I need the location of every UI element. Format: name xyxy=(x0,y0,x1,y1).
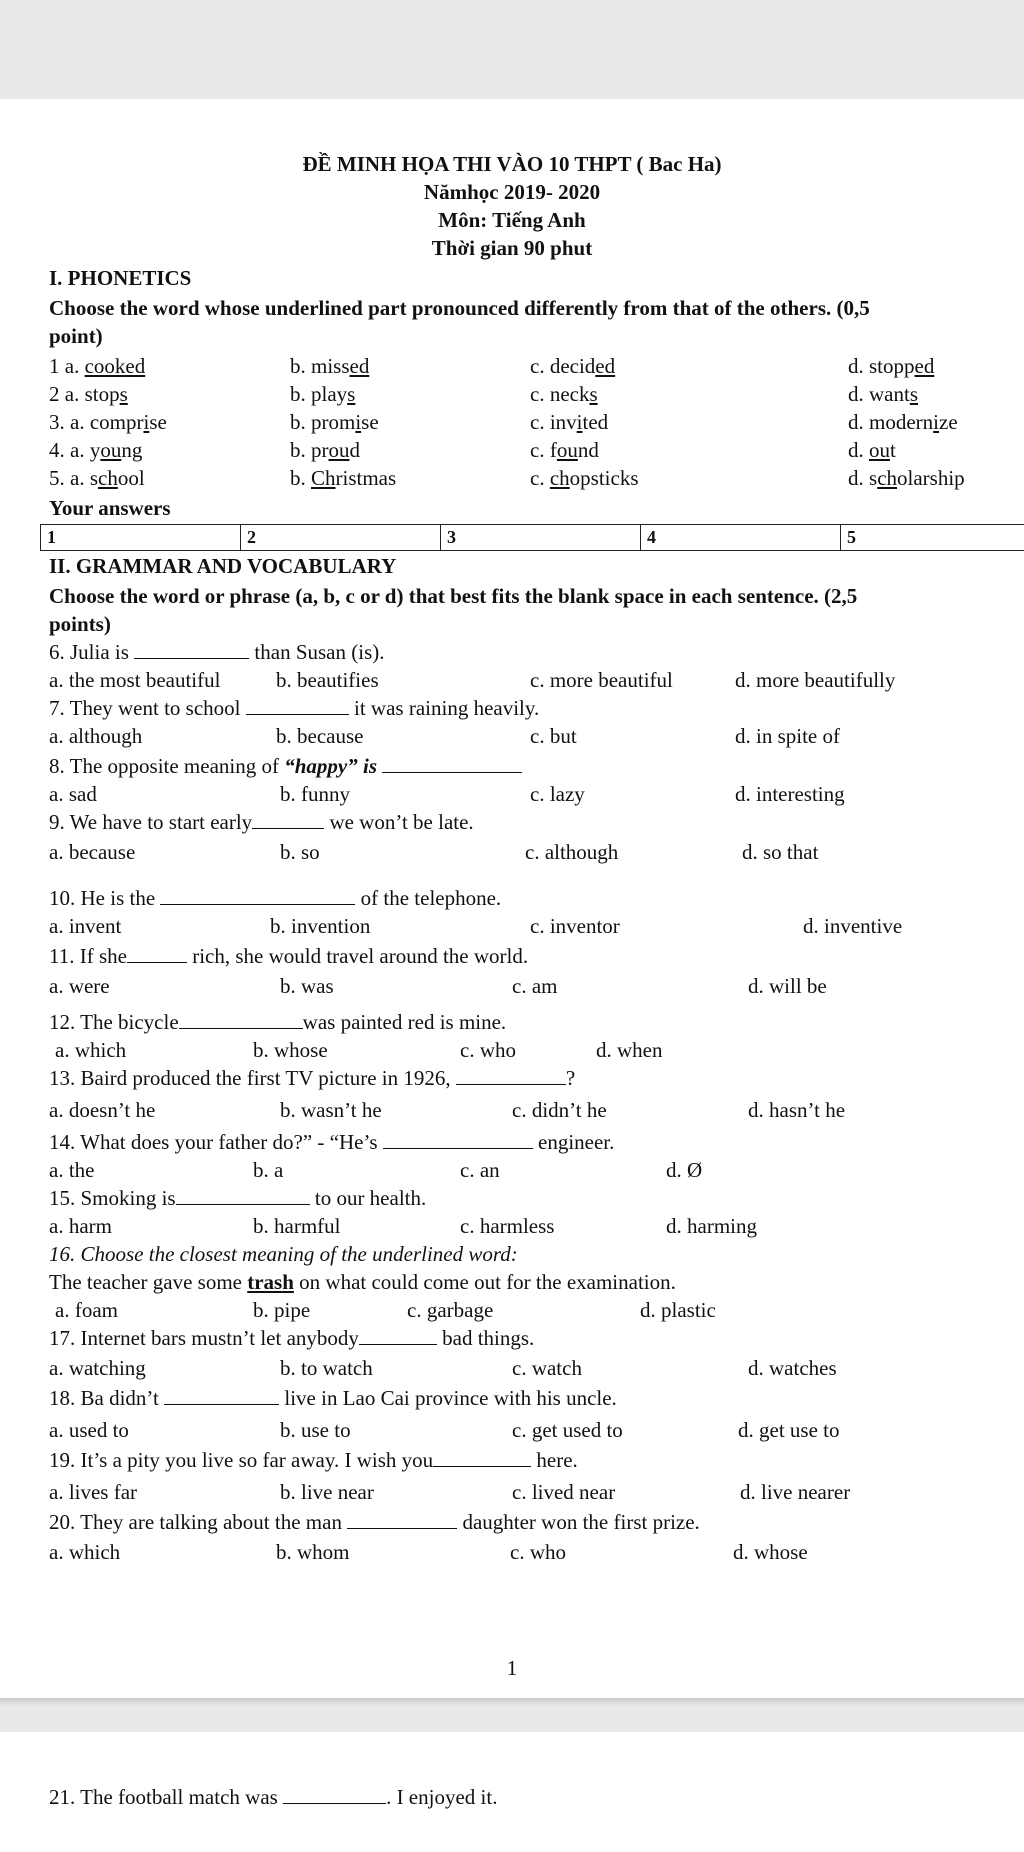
q20-option-c: c. who xyxy=(510,1540,566,1564)
q7-option-b: b. because xyxy=(276,724,364,748)
q18-option-c: c. get used to xyxy=(512,1418,623,1442)
q19-option-c: c. lived near xyxy=(512,1480,616,1504)
q9-option-c: c. although xyxy=(525,840,619,864)
q16-option-b: b. pipe xyxy=(253,1298,311,1322)
page-number: 1 xyxy=(506,1656,518,1680)
grammar-instruction-cont: points) xyxy=(49,612,111,636)
q4-option-a: 4. a. young xyxy=(49,438,143,462)
q15-option-b: b. harmful xyxy=(253,1214,341,1238)
q4-option-c: c. found xyxy=(530,438,599,462)
q7-option-d: d. in spite of xyxy=(735,724,840,748)
q12-option-b: b. whose xyxy=(253,1038,328,1062)
q17-option-d: d. watches xyxy=(748,1356,837,1380)
q12-stem: 12. The bicycle was painted red is mine. xyxy=(49,1010,507,1034)
q14-option-c: c. an xyxy=(460,1158,500,1182)
q7-stem: 7. They went to school it was raining heavily. xyxy=(49,696,540,720)
q16-option-a: a. foam xyxy=(55,1298,118,1322)
q17-option-a: a. watching xyxy=(49,1356,146,1380)
q10-option-d: d. inventive xyxy=(803,914,903,938)
q15-option-d: d. harming xyxy=(666,1214,757,1238)
q9-option-a: a. because xyxy=(49,840,136,864)
q17-option-b: b. to watch xyxy=(280,1356,373,1380)
document-page-1 xyxy=(0,99,1024,1705)
q9-stem: 9. We have to start early we won’t be late. xyxy=(49,810,474,834)
q13-option-d: d. hasn’t he xyxy=(748,1098,846,1122)
q12-option-d: d. when xyxy=(596,1038,663,1062)
q10-option-c: c. inventor xyxy=(530,914,620,938)
q11-option-a: a. were xyxy=(49,974,110,998)
q9-option-d: d. so that xyxy=(742,840,819,864)
document-page-2 xyxy=(0,1732,1024,1852)
q8-stem: 8. The opposite meaning of “happy” is xyxy=(49,754,522,778)
q17-stem: 17. Internet bars mustn’t let anybody bad things. xyxy=(49,1326,535,1350)
answer-cell-4[interactable]: 4 xyxy=(640,525,840,550)
answer-grid xyxy=(40,524,1024,551)
q15-option-c: c. harmless xyxy=(460,1214,555,1238)
section-heading-phonetics: I. PHONETICS xyxy=(49,266,192,290)
q16-option-d: d. plastic xyxy=(640,1298,716,1322)
q1-option-b: b. missed xyxy=(290,354,370,378)
q20-stem: 20. They are talking about the man daughter won the first prize. xyxy=(49,1510,700,1534)
q11-option-d: d. will be xyxy=(748,974,827,998)
time-line: Thời gian 90 phut xyxy=(431,236,593,260)
answers-label: Your answers xyxy=(49,496,171,520)
answer-cell-5[interactable]: 5 xyxy=(840,525,1024,550)
q11-stem: 11. If she rich, she would travel around the world. xyxy=(49,944,529,968)
q3-option-a: 3. a. comprise xyxy=(49,410,167,434)
q6-option-a: a. the most beautiful xyxy=(49,668,221,692)
phonetics-instruction: Choose the word whose underlined part pronounced differently from that of the others. (0,5 xyxy=(49,296,870,320)
q5-option-b: b. Christmas xyxy=(290,466,397,490)
q16-option-c: c. garbage xyxy=(407,1298,494,1322)
q19-option-d: d. live nearer xyxy=(740,1480,851,1504)
q20-option-b: b. whom xyxy=(276,1540,350,1564)
q5-option-d: d. scholarship xyxy=(848,466,965,490)
q8-option-a: a. sad xyxy=(49,782,97,806)
q8-option-d: d. interesting xyxy=(735,782,845,806)
q12-option-a: a. which xyxy=(55,1038,127,1062)
q19-option-a: a. lives far xyxy=(49,1480,138,1504)
q10-option-a: a. invent xyxy=(49,914,122,938)
q1-option-c: c. decided xyxy=(530,354,616,378)
q6-option-b: b. beautifies xyxy=(276,668,379,692)
q10-option-b: b. invention xyxy=(270,914,371,938)
answer-cell-3[interactable]: 3 xyxy=(440,525,640,550)
q11-option-b: b. was xyxy=(280,974,334,998)
page-break-shadow xyxy=(0,1698,1024,1706)
q9-option-b: b. so xyxy=(280,840,320,864)
q4-option-b: b. proud xyxy=(290,438,360,462)
q16-sentence: The teacher gave some trash on what could come out for the examination. xyxy=(49,1270,676,1294)
grammar-instruction: Choose the word or phrase (a, b, c or d) that best fits the blank space in each sentence. (2,5 xyxy=(49,584,858,608)
q2-option-c: c. necks xyxy=(530,382,598,406)
q20-option-d: d. whose xyxy=(733,1540,808,1564)
q14-option-b: b. a xyxy=(253,1158,284,1182)
section-heading-grammar: II. GRAMMAR AND VOCABULARY xyxy=(49,554,397,578)
q13-stem: 13. Baird produced the first TV picture in 1926, ? xyxy=(49,1066,576,1090)
q8-option-b: b. funny xyxy=(280,782,350,806)
q17-option-c: c. watch xyxy=(512,1356,582,1380)
q12-option-c: c. who xyxy=(460,1038,516,1062)
q6-stem: 6. Julia is than Susan (is). xyxy=(49,640,385,664)
q21-stem: 21. The football match was . I enjoyed it. xyxy=(49,1785,498,1809)
q18-stem: 18. Ba didn’t live in Lao Cai province with his uncle. xyxy=(49,1386,617,1410)
q2-option-a: 2 a. stops xyxy=(49,382,128,406)
q1-option-a: 1 a. cooked xyxy=(49,354,146,378)
q10-stem: 10. He is the of the telephone. xyxy=(49,886,502,910)
q19-option-b: b. live near xyxy=(280,1480,374,1504)
q8-option-c: c. lazy xyxy=(530,782,585,806)
q2-option-d: d. wants xyxy=(848,382,919,406)
q18-option-b: b. use to xyxy=(280,1418,351,1442)
phonetics-instruction-cont: point) xyxy=(49,324,103,348)
q7-option-a: a. although xyxy=(49,724,143,748)
q3-option-d: d. modernize xyxy=(848,410,958,434)
q16-stem: 16. Choose the closest meaning of the underlined word: xyxy=(49,1242,518,1266)
q5-option-a: 5. a. school xyxy=(49,466,145,490)
q14-option-d: d. Ø xyxy=(666,1158,703,1182)
q3-option-c: c. invited xyxy=(530,410,609,434)
q6-option-c: c. more beautiful xyxy=(530,668,673,692)
q13-option-b: b. wasn’t he xyxy=(280,1098,382,1122)
q19-stem: 19. It’s a pity you live so far away. I wish you here. xyxy=(49,1448,578,1472)
q18-option-a: a. used to xyxy=(49,1418,129,1442)
q18-option-d: d. get use to xyxy=(738,1418,840,1442)
q11-option-c: c. am xyxy=(512,974,558,998)
q6-option-d: d. more beautifully xyxy=(735,668,896,692)
answer-cell-2[interactable]: 2 xyxy=(240,525,440,550)
q14-option-a: a. the xyxy=(49,1158,95,1182)
q2-option-b: b. plays xyxy=(290,382,356,406)
q15-stem: 15. Smoking is to our health. xyxy=(49,1186,427,1210)
q5-option-c: c. chopsticks xyxy=(530,466,639,490)
q3-option-b: b. promise xyxy=(290,410,379,434)
q1-option-d: d. stopped xyxy=(848,354,935,378)
q14-stem: 14. What does your father do?” - “He’s engineer. xyxy=(49,1130,615,1154)
subject-line: Môn: Tiếng Anh xyxy=(438,208,586,232)
q13-option-c: c. didn’t he xyxy=(512,1098,607,1122)
q15-option-a: a. harm xyxy=(49,1214,112,1238)
q13-option-a: a. doesn’t he xyxy=(49,1098,156,1122)
school-year: Nămhọc 2019- 2020 xyxy=(423,180,601,204)
exam-title: ĐỀ MINH HỌA THI VÀO 10 THPT ( Bac Ha) xyxy=(302,152,722,176)
answer-cell-1[interactable]: 1 xyxy=(40,525,240,550)
q20-option-a: a. which xyxy=(49,1540,121,1564)
q4-option-d: d. out xyxy=(848,438,896,462)
q7-option-c: c. but xyxy=(530,724,577,748)
